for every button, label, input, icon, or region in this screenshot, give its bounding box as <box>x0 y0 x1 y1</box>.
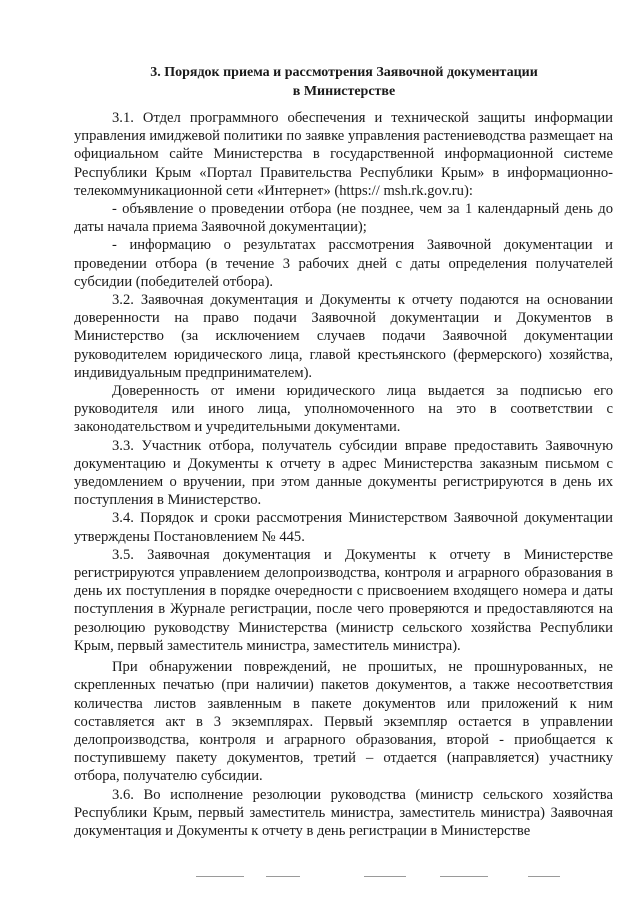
paragraph-power-of-attorney: Доверенность от имени юридического лица выдается за подписью его руководителя или иного лица, уполномоченного на это в соответствии с законодательством и учредительными документами. <box>74 383 613 436</box>
footer-mark <box>364 876 406 877</box>
paragraph-3-3: 3.3. Участник отбора, получатель субсидии вправе предоставить Заявочную документацию и Документы к отчету в адрес Министерства заказным письмом с уведомлением о вручении, при этом данные документы регистрируются в день их поступления в Министерство. <box>74 437 613 509</box>
footer-mark <box>196 876 244 877</box>
footer-mark <box>528 876 560 877</box>
footer-scan-marks <box>0 876 640 882</box>
footer-mark <box>266 876 300 877</box>
footer-mark <box>440 876 488 877</box>
paragraph-3-6: 3.6. Во исполнение резолюции руководства (министр сельского хозяйства Республики Крым, первый заместитель министра, заместитель министра) Заявочная документация и Документы к отчету в день регистрации в Министерстве <box>74 786 613 839</box>
paragraph-3-1: 3.1. Отдел программного обеспечения и технической защиты информации управления имиджевой политики по заявке управления растениеводства размещает на официальном сайте Министерства в государственной информационной системе Республики Крым «Портал Правительства Республики Крым» в информационно-телекоммуникационной сети «Интернет» (https:// msh.rk.gov.ru): <box>74 110 613 199</box>
paragraph-results-item: - информацию о результатах рассмотрения Заявочной документации и проведении отбора (в течение 3 рабочих дней с даты определения получателей субсидии (победителей отбора). <box>74 237 613 290</box>
paragraph-3-2: 3.2. Заявочная документация и Документы к отчету подаются на основании доверенности на право подачи Заявочной документации и Документов в Министерство (за исключением случаев подачи Заявочной документации руководителем юридического лица, главой крестьянского (фермерского) хозяйства, индивидуальным предпринимателем). <box>74 292 613 381</box>
paragraph-3-4: 3.4. Порядок и сроки рассмотрения Министерством Заявочной документации утверждены Постановлением № 445. <box>74 510 613 545</box>
paragraph-damage-act: При обнаружении повреждений, не прошитых, не прошнурованных, не скрепленных печатью (при наличии) пакетов документов, а также несоответствия количества листов заявленным в пакете документов или приложений к ним составляется акт в 3 экземплярах. Первый экземпляр остается в управлении делопроизводства, контроля и аграрного образования, второй - приобщается к поступившему пакету документов, третий – отдается (направляется) участнику отбора, получателю субсидии. <box>74 659 613 785</box>
paragraph-3-5: 3.5. Заявочная документация и Документы к отчету в Министерстве регистрируются управлением делопроизводства, контроля и аграрного образования в день их поступления в порядке очередности с присвоением входящего номера и даты поступления в Журнале регистрации, после чего проверяются и предоставляются на резолюцию руководству Министерства (министр сельского хозяйства Республики Крым, первый заместитель министра, заместитель министра). <box>74 546 613 654</box>
document-body <box>74 109 613 840</box>
paragraph-announcement-item: - объявление о проведении отбора (не позднее, чем за 1 календарный день до даты начала приема Заявочной документации); <box>74 201 613 236</box>
section-title-continued: в Министерстве <box>292 84 396 99</box>
section-title: 3. Порядок приема и рассмотрения Заявочной документации <box>150 65 538 80</box>
